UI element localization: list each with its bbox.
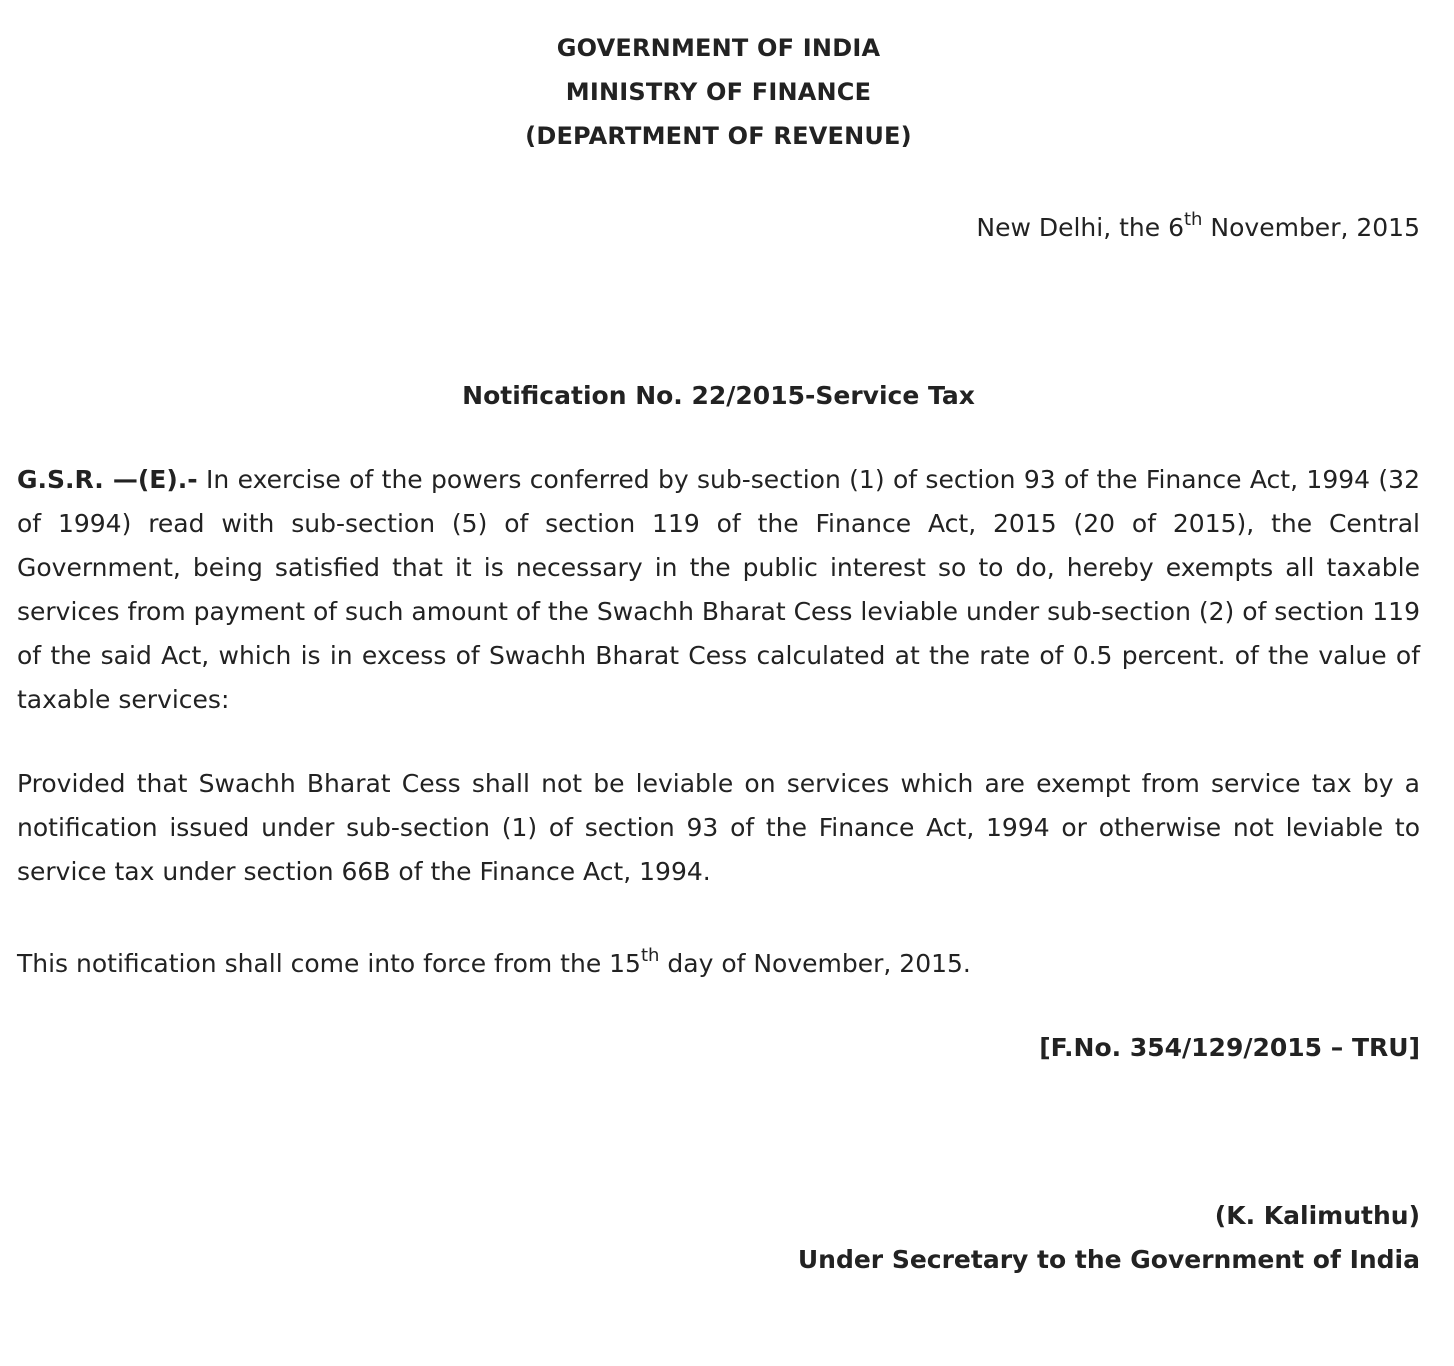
signatory-designation: Under Secretary to the Government of India xyxy=(797,1245,1420,1274)
header-government: GOVERNMENT OF INDIA xyxy=(556,34,881,62)
gsr-lead: G.S.R. —(E).- xyxy=(17,465,198,494)
commencement-prefix: This notification shall come into force from the 15 xyxy=(17,949,641,978)
date-line xyxy=(17,206,1420,250)
header-department: (DEPARTMENT OF REVENUE) xyxy=(525,122,912,150)
notification-title: Notification No. 22/2015-Service Tax xyxy=(462,381,975,410)
paragraph-exemption xyxy=(17,458,1420,722)
date-prefix: New Delhi, the 6 xyxy=(976,213,1184,242)
file-number: [F.No. 354/129/2015 – TRU] xyxy=(1039,1033,1420,1062)
paragraph-proviso: Provided that Swachh Bharat Cess shall not be leviable on services which are exempt from service tax by a notification issued under sub-section (1) of section 93 of the Finance Act, 1994 or otherwise not leviable to service tax under section 66B of the Finance Act, 1994. xyxy=(17,769,1420,886)
date-superscript: th xyxy=(1184,208,1203,230)
paragraph-exemption-text: In exercise of the powers conferred by sub-section (1) of section 93 of the Finance Act, 1994 (32 of 1994) read with sub-section (5) of section 119 of the Finance Act, 2015 (20 of 2015), the Central Government, being satisfied that it is necessary in the public interest so to do, hereby exempts all taxable services from payment of such amount of the Swachh Bharat Cess leviable under sub-section (2) of section 119 of the said Act, which is in excess of Swachh Bharat Cess calculated at the rate of 0.5 percent. of the value of taxable services: xyxy=(17,465,1420,714)
header-ministry: MINISTRY OF FINANCE xyxy=(565,78,872,106)
commencement-suffix: day of November, 2015. xyxy=(659,949,971,978)
notification-document xyxy=(17,0,1420,1366)
commencement-superscript: th xyxy=(640,944,660,966)
date-suffix: November, 2015 xyxy=(1202,213,1420,242)
signatory-name: (K. Kalimuthu) xyxy=(1214,1201,1420,1230)
paragraph-commencement xyxy=(17,942,1420,986)
